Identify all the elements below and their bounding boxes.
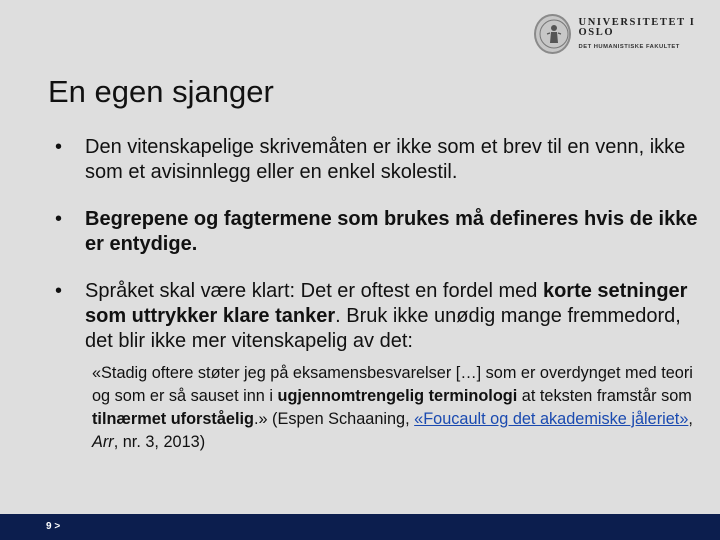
quote-text: at teksten framstår som [517,387,692,405]
quote-text: «Stadig oftere støter jeg på eksamensbesvarelser […] som er overdynget med teori og som er så sauset inn i [92,364,693,405]
logo-subtitle: DET HUMANISTISKE FAKULTET [578,43,680,50]
university-seal-icon [534,14,571,54]
footer-bar [0,514,720,540]
bullet-text [85,279,708,354]
bullet-marker: • [55,136,63,158]
university-logo [534,14,720,54]
bullet-marker: • [55,280,63,302]
quote-emphasis: ugjennomtrengelig terminologi [277,387,518,405]
source-link[interactable]: «Foucault og det akademiske jåleriet» [414,410,689,428]
block-quote [92,362,707,454]
bullet-item [48,135,708,185]
quote-text: , [688,410,693,428]
quote-text: .» (Espen Schaaning, [253,410,415,428]
bullet-item [48,207,708,257]
quote-text: , nr. 3, 2013) [113,433,206,451]
bullet-text-emphasis: korte setninger som uttrykker klare tanker [85,280,688,327]
bullet-text-part: . Bruk ikke unødig mange fremmedord, det blir ikke mer vitenskapelig av det: [85,305,681,352]
bullet-text: Begrepene og fagtermene som brukes må defineres hvis de ikke er entydige. [85,208,698,255]
bullet-list [48,135,708,376]
slide-title: En egen sjanger [48,74,274,109]
bullet-text: Den vitenskapelige skrivemåten er ikke som et brev til en venn, ikke som et avisinnlegg eller en enkel skolestil. [85,136,686,183]
quote-emphasis: tilnærmet uforståelig [92,410,254,428]
bullet-item [48,279,708,354]
page-number: 9 > [46,521,61,532]
logo-title: UNIVERSITETET I OSLO [578,16,696,39]
bullet-text-part: Språket skal være klart: Det er oftest en fordel med [85,280,543,302]
bullet-marker: • [55,208,63,230]
journal-name: Arr [92,433,114,451]
